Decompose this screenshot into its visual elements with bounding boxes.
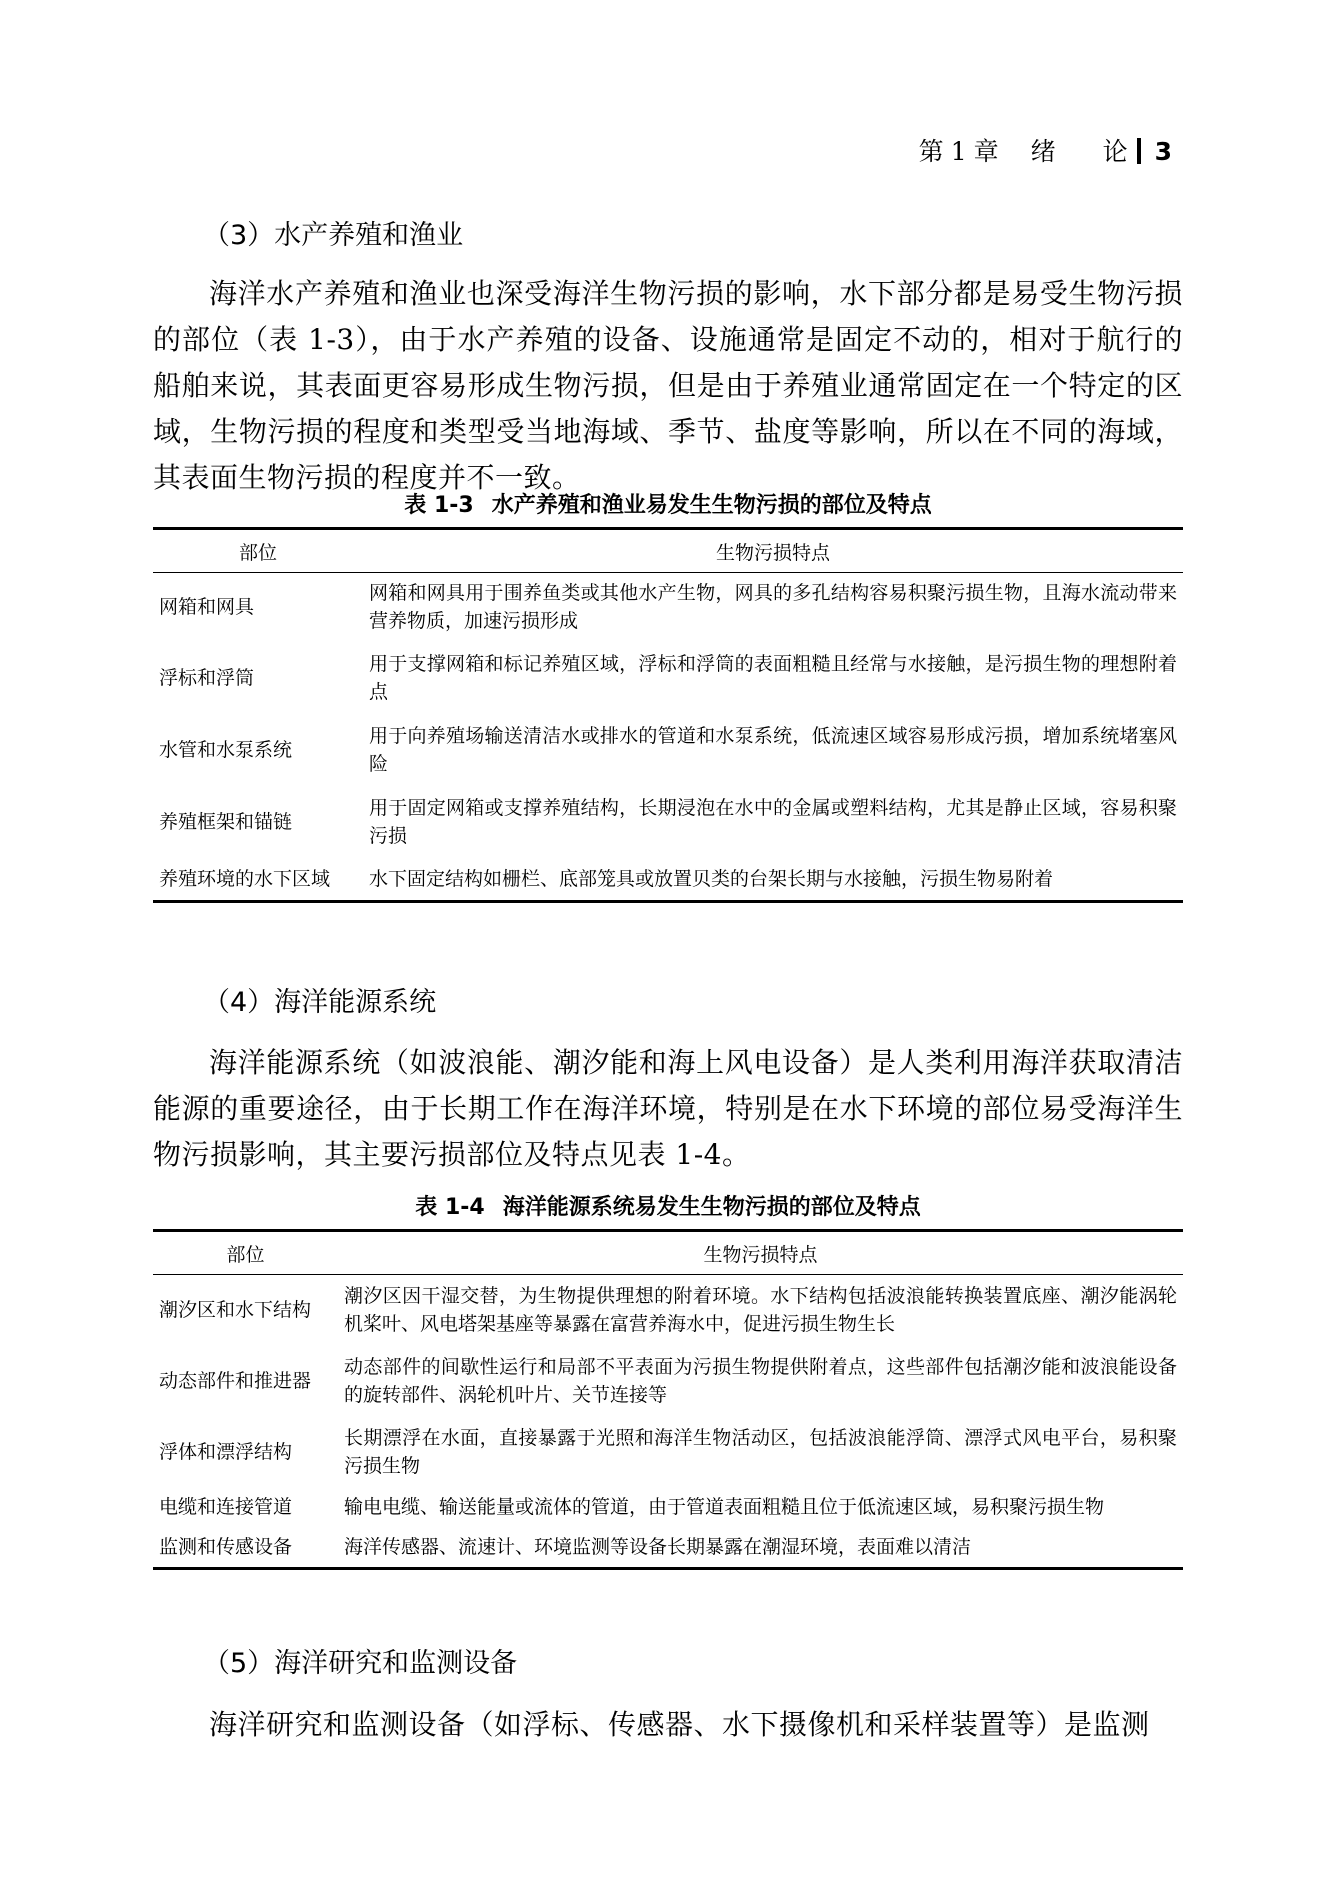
section-5-heading: （5）海洋研究和监测设备 <box>203 1648 518 1679</box>
section-3-paragraph: 海洋水产养殖和渔业也深受海洋生物污损的影响，水下部分都是易受生物污损的部位（表 1-3），由于水产养殖的设备、设施通常是固定不动的，相对于航行的船舶来说，其表面更容易形成生物污损，但是由于养殖业通常固定在一个特定的区域，生物污损的程度和类型受当地海域、季节、盐度等影响，所以在不同的海域，其表面生物污损的程度并不一致。 <box>153 277 1183 494</box>
table-cell-part: 养殖框架和锚链 <box>159 810 293 833</box>
section-4-paragraph: 海洋能源系统（如波浪能、潮汐能和海上风电设备）是人类利用海洋获取清洁能源的重要途径，由于长期工作在海洋环境，特别是在水下环境的部位易受海洋生物污损影响，其主要污损部位及特点见表 1-4。 <box>153 1046 1183 1171</box>
table-cell-feature: 用于向养殖场输送清洁水或排水的管道和水泵系统，低流速区域容易形成污损，增加系统堵塞风险 <box>369 724 1177 775</box>
table-row <box>153 1417 1183 1487</box>
running-head <box>919 137 1173 167</box>
running-head-divider <box>1137 138 1141 164</box>
chapter-prefix: 第 <box>918 137 945 166</box>
table-1-3-number: 表 1-3 <box>404 493 474 518</box>
table-1-4-title: 海洋能源系统易发生生物污损的部位及特点 <box>502 1195 921 1220</box>
section-5-paragraph: 海洋研究和监测设备（如浮标、传感器、水下摄像机和采样装置等）是监测 <box>209 1708 1150 1741</box>
table-1-3-title: 水产养殖和渔业易发生生物污损的部位及特点 <box>491 493 932 518</box>
table-1-3-caption <box>153 492 1183 520</box>
chapter-number: 1 <box>950 137 968 166</box>
table-1-3-header-part: 部位 <box>153 529 363 573</box>
table-row <box>153 786 1183 858</box>
table-1-4-caption <box>153 1194 1183 1222</box>
table-cell-feature: 输电电缆、输送能量或流体的管道，由于管道表面粗糙且位于低流速区域，易积聚污损生物 <box>344 1495 1105 1518</box>
table-cell-feature: 潮汐区因干湿交替，为生物提供理想的附着环境。水下结构包括波浪能转换装置底座、潮汐能涡轮机桨叶、风电塔架基座等暴露在富营养海水中，促进污损生物生长 <box>344 1284 1177 1335</box>
table-cell-part: 浮体和漂浮结构 <box>159 1440 293 1463</box>
table-row <box>153 1487 1183 1527</box>
table-cell-part: 水管和水泵系统 <box>159 738 293 761</box>
table-row <box>153 1345 1183 1417</box>
table-cell-feature: 用于支撑网箱和标记养殖区域，浮标和浮筒的表面粗糙且经常与水接触，是污损生物的理想附着点 <box>369 652 1177 703</box>
table-row <box>153 642 1183 714</box>
section-3-heading: （3）水产养殖和渔业 <box>203 220 464 251</box>
table-cell-part: 浮标和浮筒 <box>159 666 255 689</box>
table-cell-part: 动态部件和推进器 <box>159 1369 312 1392</box>
table-1-4-header-feature: 生物污损特点 <box>338 1231 1183 1275</box>
table-cell-part: 潮汐区和水下结构 <box>159 1298 312 1321</box>
table-row <box>153 1527 1183 1569</box>
table-row <box>153 573 1183 642</box>
table-1-4-number: 表 1-4 <box>415 1195 485 1220</box>
table-cell-part: 监测和传感设备 <box>159 1535 293 1558</box>
chapter-title-char-2: 论 <box>1102 137 1129 166</box>
table-cell-feature: 动态部件的间歇性运行和局部不平表面为污损生物提供附着点，这些部件包括潮汐能和波浪能设备的旋转部件、涡轮机叶片、关节连接等 <box>344 1355 1177 1406</box>
table-cell-feature: 海洋传感器、流速计、环境监测等设备长期暴露在潮湿环境，表面难以清洁 <box>344 1535 972 1558</box>
table-cell-feature: 网箱和网具用于围养鱼类或其他水产生物，网具的多孔结构容易积聚污损生物，且海水流动带来营养物质，加速污损形成 <box>369 582 1177 633</box>
chapter-suffix: 章 <box>973 137 1000 166</box>
table-1-4-header-part: 部位 <box>153 1231 338 1275</box>
table-cell-feature: 用于固定网箱或支撑养殖结构，长期浸泡在水中的金属或塑料结构，尤其是静止区域，容易积聚污损 <box>369 796 1177 847</box>
table-1-4 <box>153 1229 1183 1570</box>
table-cell-feature: 水下固定结构如栅栏、底部笼具或放置贝类的台架长期与水接触，污损生物易附着 <box>369 867 1054 890</box>
table-cell-part: 网箱和网具 <box>159 596 255 619</box>
chapter-title-char-1: 绪 <box>1030 137 1057 166</box>
table-1-3 <box>153 527 1183 903</box>
table-cell-part: 电缆和连接管道 <box>159 1495 293 1518</box>
table-row <box>153 1275 1183 1345</box>
table-row <box>153 714 1183 786</box>
page-number: 3 <box>1154 137 1173 166</box>
table-cell-feature: 长期漂浮在水面，直接暴露于光照和海洋生物活动区，包括波浪能浮筒、漂浮式风电平台，易积聚污损生物 <box>344 1426 1177 1477</box>
table-cell-part: 养殖环境的水下区域 <box>159 867 331 890</box>
section-4-heading: （4）海洋能源系统 <box>203 987 437 1018</box>
table-row <box>153 858 1183 902</box>
table-1-3-header-feature: 生物污损特点 <box>363 529 1183 573</box>
